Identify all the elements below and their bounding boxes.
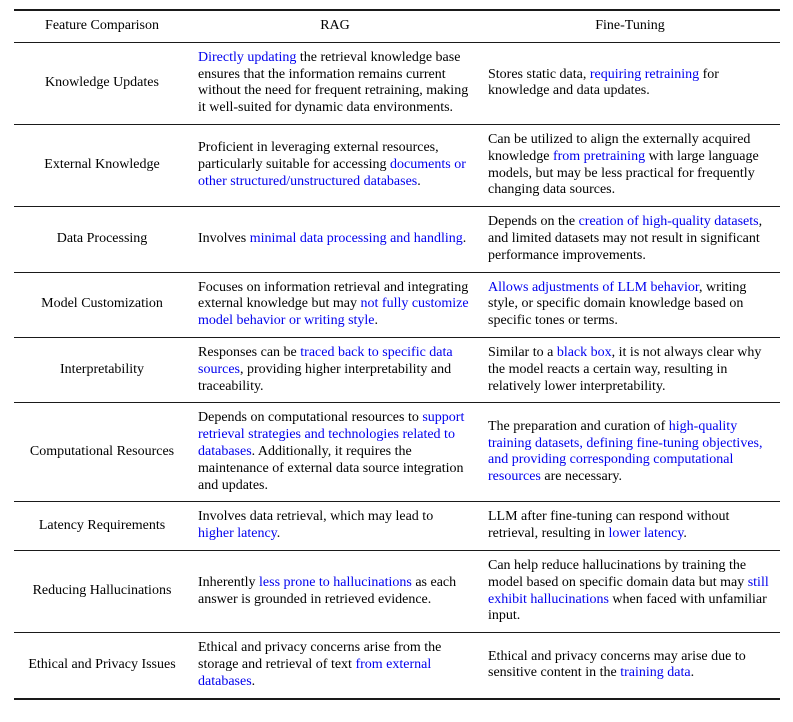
citation-link[interactable]: creation of high-quality datasets	[578, 214, 759, 230]
fine-tuning-cell	[480, 502, 780, 551]
text-segment: as each answer is grounded in retrieved evidence.	[198, 574, 457, 607]
text-segment: .	[251, 673, 256, 689]
feature-label: Latency Requirements	[38, 517, 166, 533]
text-segment: the retrieval knowledge base ensures that the information remains current without the need for frequent retraining, making it well-suited for dynamic data environments.	[198, 49, 469, 116]
citation-link[interactable]: less prone to hallucinations	[259, 574, 412, 590]
text-segment: with large language models, but may be less practical for frequently changing data sources.	[488, 148, 759, 198]
rag-cell	[190, 124, 480, 206]
rag-cell	[190, 207, 480, 272]
citation-link[interactable]: still exhibit hallucinations	[488, 574, 769, 607]
feature-label: Reducing Hallucinations	[32, 583, 172, 599]
feature-label: Model Customization	[41, 296, 163, 312]
citation-link[interactable]: from pretraining	[552, 148, 646, 164]
header-feature-comparison: Feature Comparison	[45, 18, 159, 33]
text-segment: The preparation and curation of	[488, 418, 669, 434]
text-segment: Stores static data,	[488, 66, 590, 82]
citation-link[interactable]: from external databases	[198, 656, 432, 689]
table-row	[14, 272, 780, 337]
citation-link[interactable]: documents or other structured/unstructured databases	[198, 157, 466, 189]
text-segment: Involves	[198, 230, 250, 246]
fine-tuning-cell	[480, 272, 780, 337]
citation-link[interactable]: higher latency	[198, 526, 277, 542]
citation-link[interactable]: high-quality training datasets, defining fine-tuning objectives, and providing corresponding computational resources	[488, 418, 763, 485]
text-segment: . Additionally, it requires the maintenance of external data source integration and updates.	[198, 443, 464, 493]
text-segment: .	[374, 313, 379, 329]
text-segment: , it is not always clear why the model reacts a certain way, resulting in relatively lower interpretability.	[488, 344, 762, 394]
text-segment: , and limited datasets may not result in significant performance improvements.	[488, 214, 763, 263]
text-segment: Depends on computational resources to	[198, 410, 423, 426]
header-row	[14, 10, 780, 42]
citation-link[interactable]: black box	[556, 344, 612, 360]
text-segment: when faced with unfamiliar input.	[488, 591, 767, 624]
text-segment: .	[417, 173, 421, 189]
rag-cell	[190, 502, 480, 551]
text-segment: , writing style, or specific domain knowledge based on specific tones or terms.	[488, 279, 747, 329]
table-row	[14, 403, 780, 502]
header-rag: RAG	[320, 18, 350, 33]
fine-tuning-cell	[480, 124, 780, 206]
rag-cell	[190, 550, 480, 632]
table-body	[14, 42, 780, 698]
fine-tuning-cell	[480, 403, 780, 502]
text-segment: .	[690, 665, 695, 681]
text-segment: Similar to a	[488, 344, 557, 360]
text-segment: Can be utilized to align the externally acquired knowledge	[488, 131, 751, 164]
table-header	[14, 10, 780, 42]
citation-link[interactable]: training data	[620, 665, 691, 681]
header-fine-tuning: Fine-Tuning	[595, 18, 665, 33]
table-row	[14, 207, 780, 272]
citation-link[interactable]: Allows adjustments of LLM behavior	[488, 279, 699, 295]
citation-link[interactable]: not fully customize model behavior or writing style	[198, 296, 469, 329]
feature-comparison-table	[14, 9, 780, 700]
citation-link[interactable]: support retrieval strategies and technologies related to databases	[198, 410, 465, 459]
rag-cell	[190, 337, 480, 402]
table-row	[14, 337, 780, 402]
text-segment: , providing higher interpretability and traceability.	[198, 361, 452, 394]
citation-link[interactable]: minimal data processing and handling	[249, 230, 463, 246]
feature-label: Data Processing	[56, 230, 148, 246]
citation-link[interactable]: Directly updating	[198, 49, 297, 65]
text-segment: .	[462, 230, 467, 246]
text-segment: LLM after fine-tuning can respond without retrieval, resulting in	[488, 509, 730, 542]
text-segment: are necessary.	[540, 469, 622, 485]
feature-label: Knowledge Updates	[45, 74, 159, 90]
rag-cell	[190, 633, 480, 699]
rag-cell	[190, 403, 480, 502]
citation-link[interactable]: traced back to specific data sources	[198, 344, 453, 377]
text-segment: Depends on the	[488, 214, 579, 230]
table-row	[14, 502, 780, 551]
feature-label: Computational Resources	[29, 443, 175, 459]
fine-tuning-cell	[480, 550, 780, 632]
fine-tuning-cell	[480, 207, 780, 272]
citation-link[interactable]: lower latency	[608, 526, 684, 542]
rag-cell	[190, 42, 480, 124]
text-segment: Focuses on information retrieval and integrating external knowledge but may	[198, 279, 469, 312]
feature-label: Interpretability	[60, 361, 144, 377]
text-segment: .	[683, 526, 687, 542]
text-segment: Involves data retrieval, which may lead to	[198, 509, 434, 525]
text-segment: .	[276, 526, 281, 542]
table-row	[14, 633, 780, 699]
table-row	[14, 124, 780, 206]
fine-tuning-cell	[480, 42, 780, 124]
text-segment: Can help reduce hallucinations by training the model based on specific domain data but may	[488, 557, 748, 590]
text-segment: for knowledge and data updates.	[488, 66, 719, 99]
text-segment: Proficient in leveraging external resources, particularly suitable for accessing	[198, 140, 439, 173]
feature-label: External Knowledge	[44, 157, 160, 173]
table-row	[14, 550, 780, 632]
fine-tuning-cell	[480, 633, 780, 699]
rag-cell	[190, 272, 480, 337]
fine-tuning-cell	[480, 337, 780, 402]
text-segment: Inherently	[198, 574, 260, 590]
citation-link[interactable]: requiring retraining	[589, 66, 700, 82]
text-segment: Ethical and privacy concerns arise from the storage and retrieval of text	[198, 640, 442, 672]
text-segment: Ethical and privacy concerns may arise due to sensitive content in the	[488, 648, 746, 681]
feature-label: Ethical and Privacy Issues	[28, 656, 176, 672]
text-segment: Responses can be	[198, 344, 301, 360]
table-row	[14, 42, 780, 124]
